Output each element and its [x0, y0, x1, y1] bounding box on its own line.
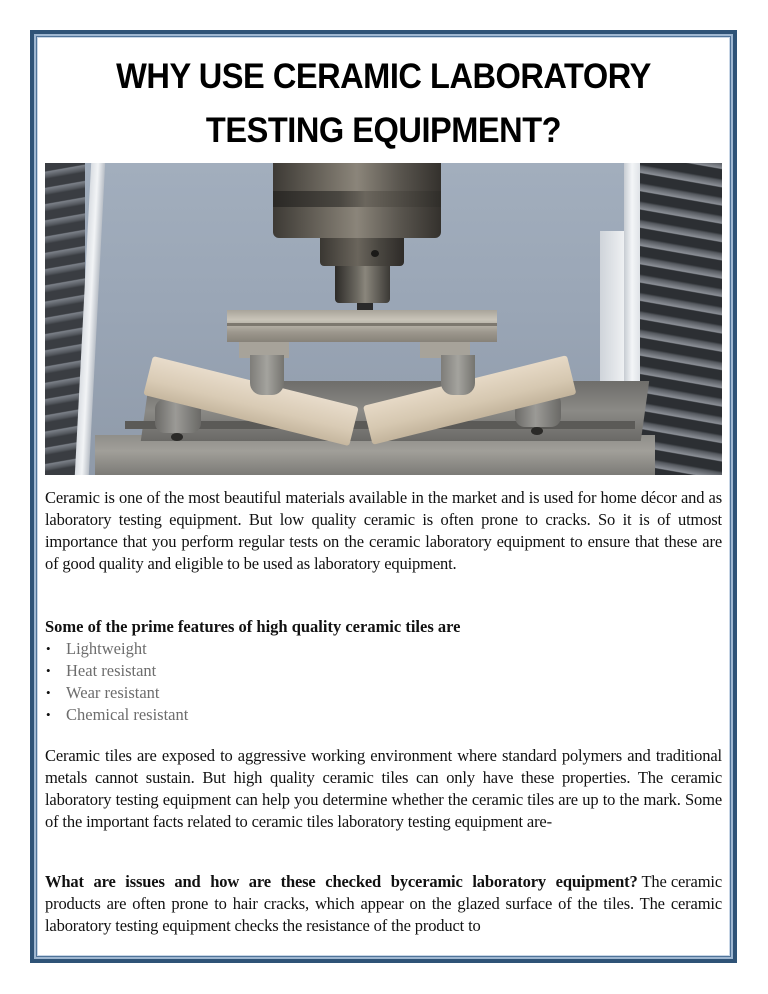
bullet-icon: • [46, 663, 51, 678]
features-heading: Some of the prime features of high quality ceramic tiles are [45, 617, 461, 636]
loading-nose-right [441, 355, 475, 395]
title-line-2: TESTING EQUIPMENT? [205, 111, 562, 150]
feature-label: Chemical resistant [66, 705, 189, 724]
feature-item [45, 638, 188, 660]
feature-item [45, 660, 188, 682]
piston-rod [335, 266, 390, 303]
bullet-icon: • [46, 641, 51, 656]
feature-label: Lightweight [66, 639, 147, 658]
issues-section [45, 871, 722, 937]
page-title [69, 50, 699, 158]
issues-question: What are issues and how are these checked byceramic laboratory equipment? [45, 872, 638, 891]
feature-item [45, 682, 188, 704]
piston-collar [320, 238, 404, 266]
loading-nose-left [250, 355, 284, 395]
piston-hole [371, 250, 379, 257]
features-list [45, 638, 188, 726]
load-cell-ring [273, 191, 441, 207]
bullet-icon: • [46, 685, 51, 700]
testing-machine-photo [45, 163, 722, 475]
machine-louver-right [640, 163, 722, 475]
crossbeam-edge [227, 323, 497, 326]
intro-paragraph: Ceramic is one of the most beautiful materials available in the market and is used for home décor and as laboratory testing equipment. But low quality ceramic is often prone to cracks. So it is of utmost importance that you perform regular tests on the ceramic laboratory equipment to ensure that these are of good quality and eligible to be used as laboratory equipment. [45, 488, 722, 573]
second-paragraph: Ceramic tiles are exposed to aggressive working environment where standard polymers and traditional metals cannot sustain. But high quality ceramic tiles can only have these properties. The ceramic laboratory testing equipment can help you determine whether the ceramic tiles are up to the mark. Some of the important facts related to ceramic tiles laboratory testing equipment are- [45, 746, 722, 831]
bolt-right [531, 427, 543, 435]
feature-label: Wear resistant [66, 683, 160, 702]
bullet-icon: • [46, 707, 51, 722]
issues-text: The ceramic products are often prone to hair cracks, which appear on the glazed surface of the tiles. The ceramic laboratory testing equipment checks the resistance of the product to [45, 872, 722, 935]
feature-label: Heat resistant [66, 661, 157, 680]
loading-crossbeam [227, 310, 497, 342]
title-line-1: WHY USE CERAMIC LABORATORY [116, 57, 651, 96]
bolt-left [171, 433, 183, 441]
feature-item [45, 704, 188, 726]
